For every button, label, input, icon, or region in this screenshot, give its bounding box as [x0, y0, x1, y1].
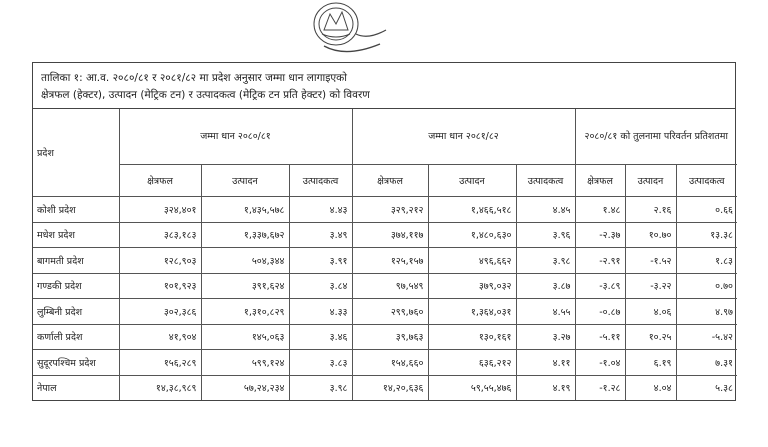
table-cell: ३७४,११७ — [352, 222, 428, 248]
table-cell: १.४८ — [575, 197, 625, 223]
table-cell: ३.८७ — [516, 273, 575, 299]
group-header-change-percent: २०८०/८१ को तुलनामा परिवर्तन प्रतिशतमा — [575, 109, 737, 165]
table-cell: १,३१०,८२९ — [201, 299, 289, 325]
province-name: कर्णाली प्रदेश — [33, 324, 119, 350]
table-cell: १४,२०,६३६ — [352, 375, 428, 400]
table-cell: ३.२७ — [516, 324, 575, 350]
table-cell: ३.९१ — [289, 248, 352, 274]
province-name: सुदूरपश्चिम प्रदेश — [33, 350, 119, 376]
table-cell: -१.०४ — [575, 350, 625, 376]
province-name: मधेश प्रदेश — [33, 222, 119, 248]
province-name: नेपाल — [33, 375, 119, 400]
table-caption — [33, 63, 735, 109]
table-cell: १२५,१५७ — [352, 248, 428, 274]
province-name: गण्डकी प्रदेश — [33, 273, 119, 299]
table-row — [33, 248, 737, 274]
table-cell: ४.४३ — [289, 197, 352, 223]
table-cell: ४.३३ — [289, 299, 352, 325]
table-cell: ३२४,४०१ — [119, 197, 201, 223]
table-cell: ४.०४ — [625, 375, 676, 400]
table-cell: ५९,५५,४७६ — [428, 375, 516, 400]
table-cell: ४१,९०४ — [119, 324, 201, 350]
table-cell: -१.२८ — [575, 375, 625, 400]
table-cell: -५.४२ — [676, 324, 737, 350]
table-row — [33, 324, 737, 350]
table-cell: १५४,६६० — [352, 350, 428, 376]
table-cell: १४,३८,९८९ — [119, 375, 201, 400]
province-name: लुम्बिनी प्रदेश — [33, 299, 119, 325]
table-cell: १३०,१६१ — [428, 324, 516, 350]
table-cell: २९९,७६० — [352, 299, 428, 325]
table-cell: ३०२,३८६ — [119, 299, 201, 325]
table-cell: ४.५५ — [516, 299, 575, 325]
table-cell: -१.५२ — [625, 248, 676, 274]
table-cell: ५.३८ — [676, 375, 737, 400]
table-cell: १२८,९०३ — [119, 248, 201, 274]
table-cell: ४.१९ — [516, 375, 575, 400]
table-cell: ४.०६ — [625, 299, 676, 325]
table-cell: ३२९,२१२ — [352, 197, 428, 223]
table-cell: ५७,२४,२३४ — [201, 375, 289, 400]
table-row — [33, 222, 737, 248]
table-row — [33, 299, 737, 325]
subheader-production: उत्पादन — [201, 165, 289, 197]
table-cell: २.१६ — [625, 197, 676, 223]
table-cell: ६३६,२१२ — [428, 350, 516, 376]
table-row — [33, 350, 737, 376]
table-cell: ७.३१ — [676, 350, 737, 376]
table-cell: ३.८३ — [289, 350, 352, 376]
paddy-statistics-table — [33, 109, 737, 400]
table-cell: ४.४५ — [516, 197, 575, 223]
table-cell: ३.८४ — [289, 273, 352, 299]
table-row — [33, 197, 737, 223]
subheader-area: क्षेत्रफल — [575, 165, 625, 197]
table-cell: ३९१,६२४ — [201, 273, 289, 299]
table-cell: -२.९१ — [575, 248, 625, 274]
table-cell: ९७,५४९ — [352, 273, 428, 299]
table-cell: १४५,०६३ — [201, 324, 289, 350]
province-header: प्रदेश — [33, 109, 119, 197]
table-cell: ६.१९ — [625, 350, 676, 376]
group-header-2081-82: जम्मा धान २०८१/८२ — [352, 109, 575, 165]
table-cell: ३७९,०३२ — [428, 273, 516, 299]
table-cell: ५९९,१२४ — [201, 350, 289, 376]
table-cell: ३.४९ — [289, 222, 352, 248]
table-cell: ३९,७६३ — [352, 324, 428, 350]
table-cell: १,४६६,५१८ — [428, 197, 516, 223]
caption-line-2: क्षेत्रफल (हेक्टर), उत्पादन (मेट्रिक टन) र उत्पादकत्व (मेट्रिक टन प्रति हेक्टर) को विवरण — [41, 89, 370, 101]
table-cell: ५०४,३४४ — [201, 248, 289, 274]
table-cell: -३.२२ — [625, 273, 676, 299]
table-cell: -५.११ — [575, 324, 625, 350]
table-cell: १०१,९२३ — [119, 273, 201, 299]
table-cell: -३.८९ — [575, 273, 625, 299]
table-row — [33, 273, 737, 299]
table-cell: ०.७० — [676, 273, 737, 299]
subheader-productivity: उत्पादकत्व — [676, 165, 737, 197]
table-cell: १,३३७,६७२ — [201, 222, 289, 248]
table-cell: ४९६,६६२ — [428, 248, 516, 274]
government-seal-logo — [294, 0, 394, 62]
subheader-productivity: उत्पादकत्व — [516, 165, 575, 197]
table-cell: १,४८०,६३० — [428, 222, 516, 248]
table-cell: १३.३८ — [676, 222, 737, 248]
table-body — [33, 197, 737, 401]
table-cell: ३.९८ — [516, 248, 575, 274]
table-cell: ३८३,१८३ — [119, 222, 201, 248]
table-cell: -०.८७ — [575, 299, 625, 325]
table-row — [33, 375, 737, 400]
table-cell: ३.४६ — [289, 324, 352, 350]
table-cell: १.८३ — [676, 248, 737, 274]
subheader-production: उत्पादन — [428, 165, 516, 197]
table-document — [32, 62, 736, 401]
province-name: कोशी प्रदेश — [33, 197, 119, 223]
table-cell: -२.३७ — [575, 222, 625, 248]
table-cell: १५६,२८९ — [119, 350, 201, 376]
table-cell: ४.११ — [516, 350, 575, 376]
table-cell: १,३६४,०३१ — [428, 299, 516, 325]
table-cell: १,४३५,५७८ — [201, 197, 289, 223]
table-cell: ४.९७ — [676, 299, 737, 325]
subheader-productivity: उत्पादकत्व — [289, 165, 352, 197]
table-cell: १०.७० — [625, 222, 676, 248]
province-name: बागमती प्रदेश — [33, 248, 119, 274]
subheader-area: क्षेत्रफल — [119, 165, 201, 197]
table-cell: ०.६६ — [676, 197, 737, 223]
group-header-2080-81: जम्मा धान २०८०/८१ — [119, 109, 352, 165]
caption-line-1: तालिका १: आ.व. २०८०/८१ र २०८१/८२ मा प्रदेश अनुसार जम्मा धान लागाइएको — [41, 72, 347, 84]
table-cell: ३.९८ — [289, 375, 352, 400]
table-cell: १०.२५ — [625, 324, 676, 350]
subheader-production: उत्पादन — [625, 165, 676, 197]
subheader-area: क्षेत्रफल — [352, 165, 428, 197]
table-cell: ३.९६ — [516, 222, 575, 248]
